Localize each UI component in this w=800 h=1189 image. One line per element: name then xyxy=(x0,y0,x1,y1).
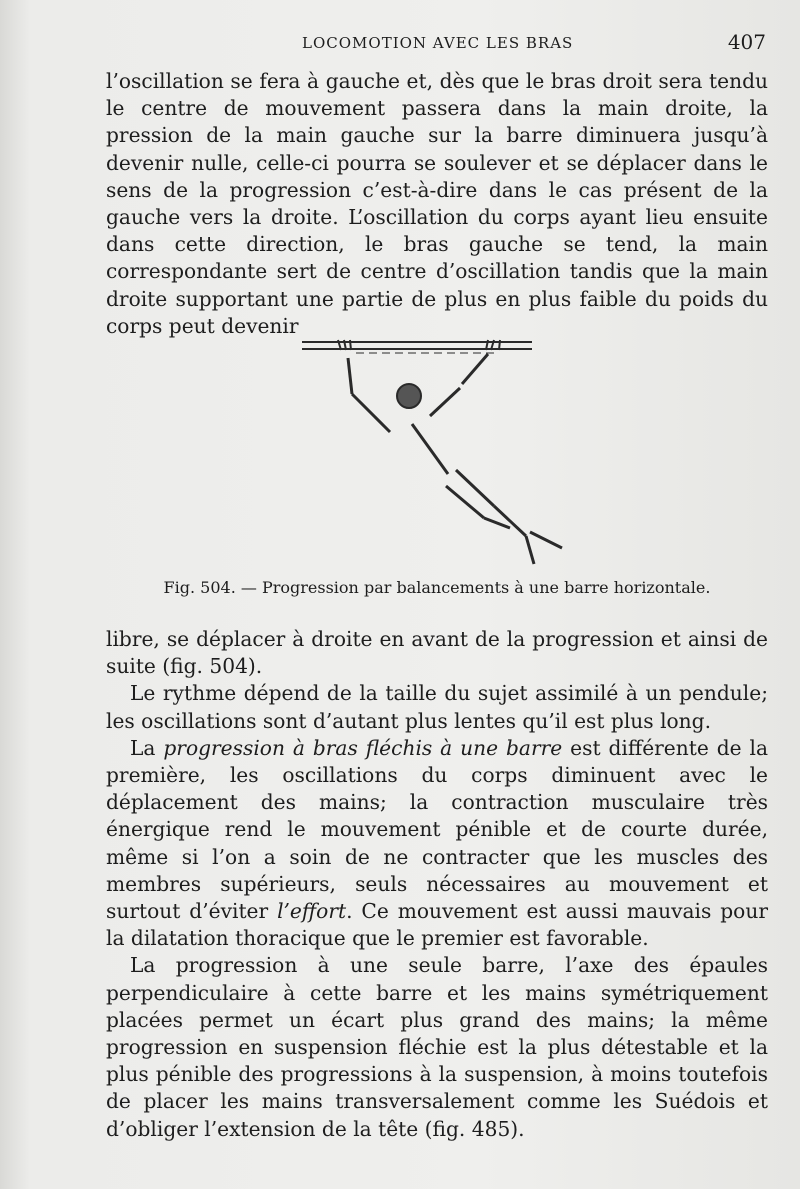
text-block-top xyxy=(106,68,768,340)
paragraph-1: libre, se déplacer à droite en avant de la progression et ainsi de suite (fig. 504). xyxy=(106,627,768,679)
torso xyxy=(412,424,448,474)
figure-caption: Fig. 504. — Progression par balancements à une barre horizontale. xyxy=(163,578,711,597)
p3-prefix: La xyxy=(130,735,164,760)
paragraph-continued: l’oscillation se fera à gauche et, dès que le bras droit sera tendu le centre de mouvement passera dans la main droite, la pression de la main gauche sur la barre diminuera jusqu’à devenir nulle, celle-ci pourra se soulever et se déplacer dans le sens de la progression c’est-à-dire dans le cas présent de la gauche vers la droite. L’oscillation du corps ayant lieu ensuite dans cette direction, le bras gauche se tend, la main correspondante sert de centre d’oscillation tandis que la main droite supportant une partie de plus en plus faible du poids du corps peut devenir xyxy=(106,69,768,338)
text-block-bottom xyxy=(106,626,768,1143)
legs xyxy=(446,470,562,564)
paragraph-2: Le rythme dépend de la taille du sujet assimilé à un pendule; les oscillations sont d’autant plus lentes qu’il est plus long. xyxy=(106,681,768,733)
p3-italic-effort: l’effort xyxy=(277,899,347,924)
running-title: LOCOMOTION AVEC LES BRAS xyxy=(302,34,574,52)
figure-504 xyxy=(296,328,586,578)
page-header xyxy=(106,30,766,58)
p3-italic-term: progression à bras fléchis à une barre xyxy=(163,735,563,760)
horizontal-bar xyxy=(302,342,532,353)
figure-illustration xyxy=(296,328,586,578)
p3-end: . Ce mouvement est aussi mauvais pour la dilatation thoracique que le premier est favorable. xyxy=(106,899,768,951)
p3-middle: est différente de la première, les oscillations du corps diminuent avec le déplacement des mains; la contraction musculaire très énergique rend le mouvement pénible et de courte durée, même si l’on a soin de ne contracter que les muscles des membres supérieurs, seuls nécessaires au mouvement et surtout d’éviter xyxy=(106,735,769,924)
paragraph-4: La progression à une seule barre, l’axe des épaules perpendiculaire à cette barre et les mains symétriquement placées permet un écart plus grand des mains; la même progression en suspension fléchie est la plus détestable et la plus pénible des progressions à la suspension, à moins toutefois de placer les mains transversalement comme les Suédois et d’obliger l’extension de la tête (fig. 485). xyxy=(106,953,768,1141)
head xyxy=(397,384,421,408)
page-number: 407 xyxy=(727,30,766,54)
paragraph-3 xyxy=(106,735,768,953)
